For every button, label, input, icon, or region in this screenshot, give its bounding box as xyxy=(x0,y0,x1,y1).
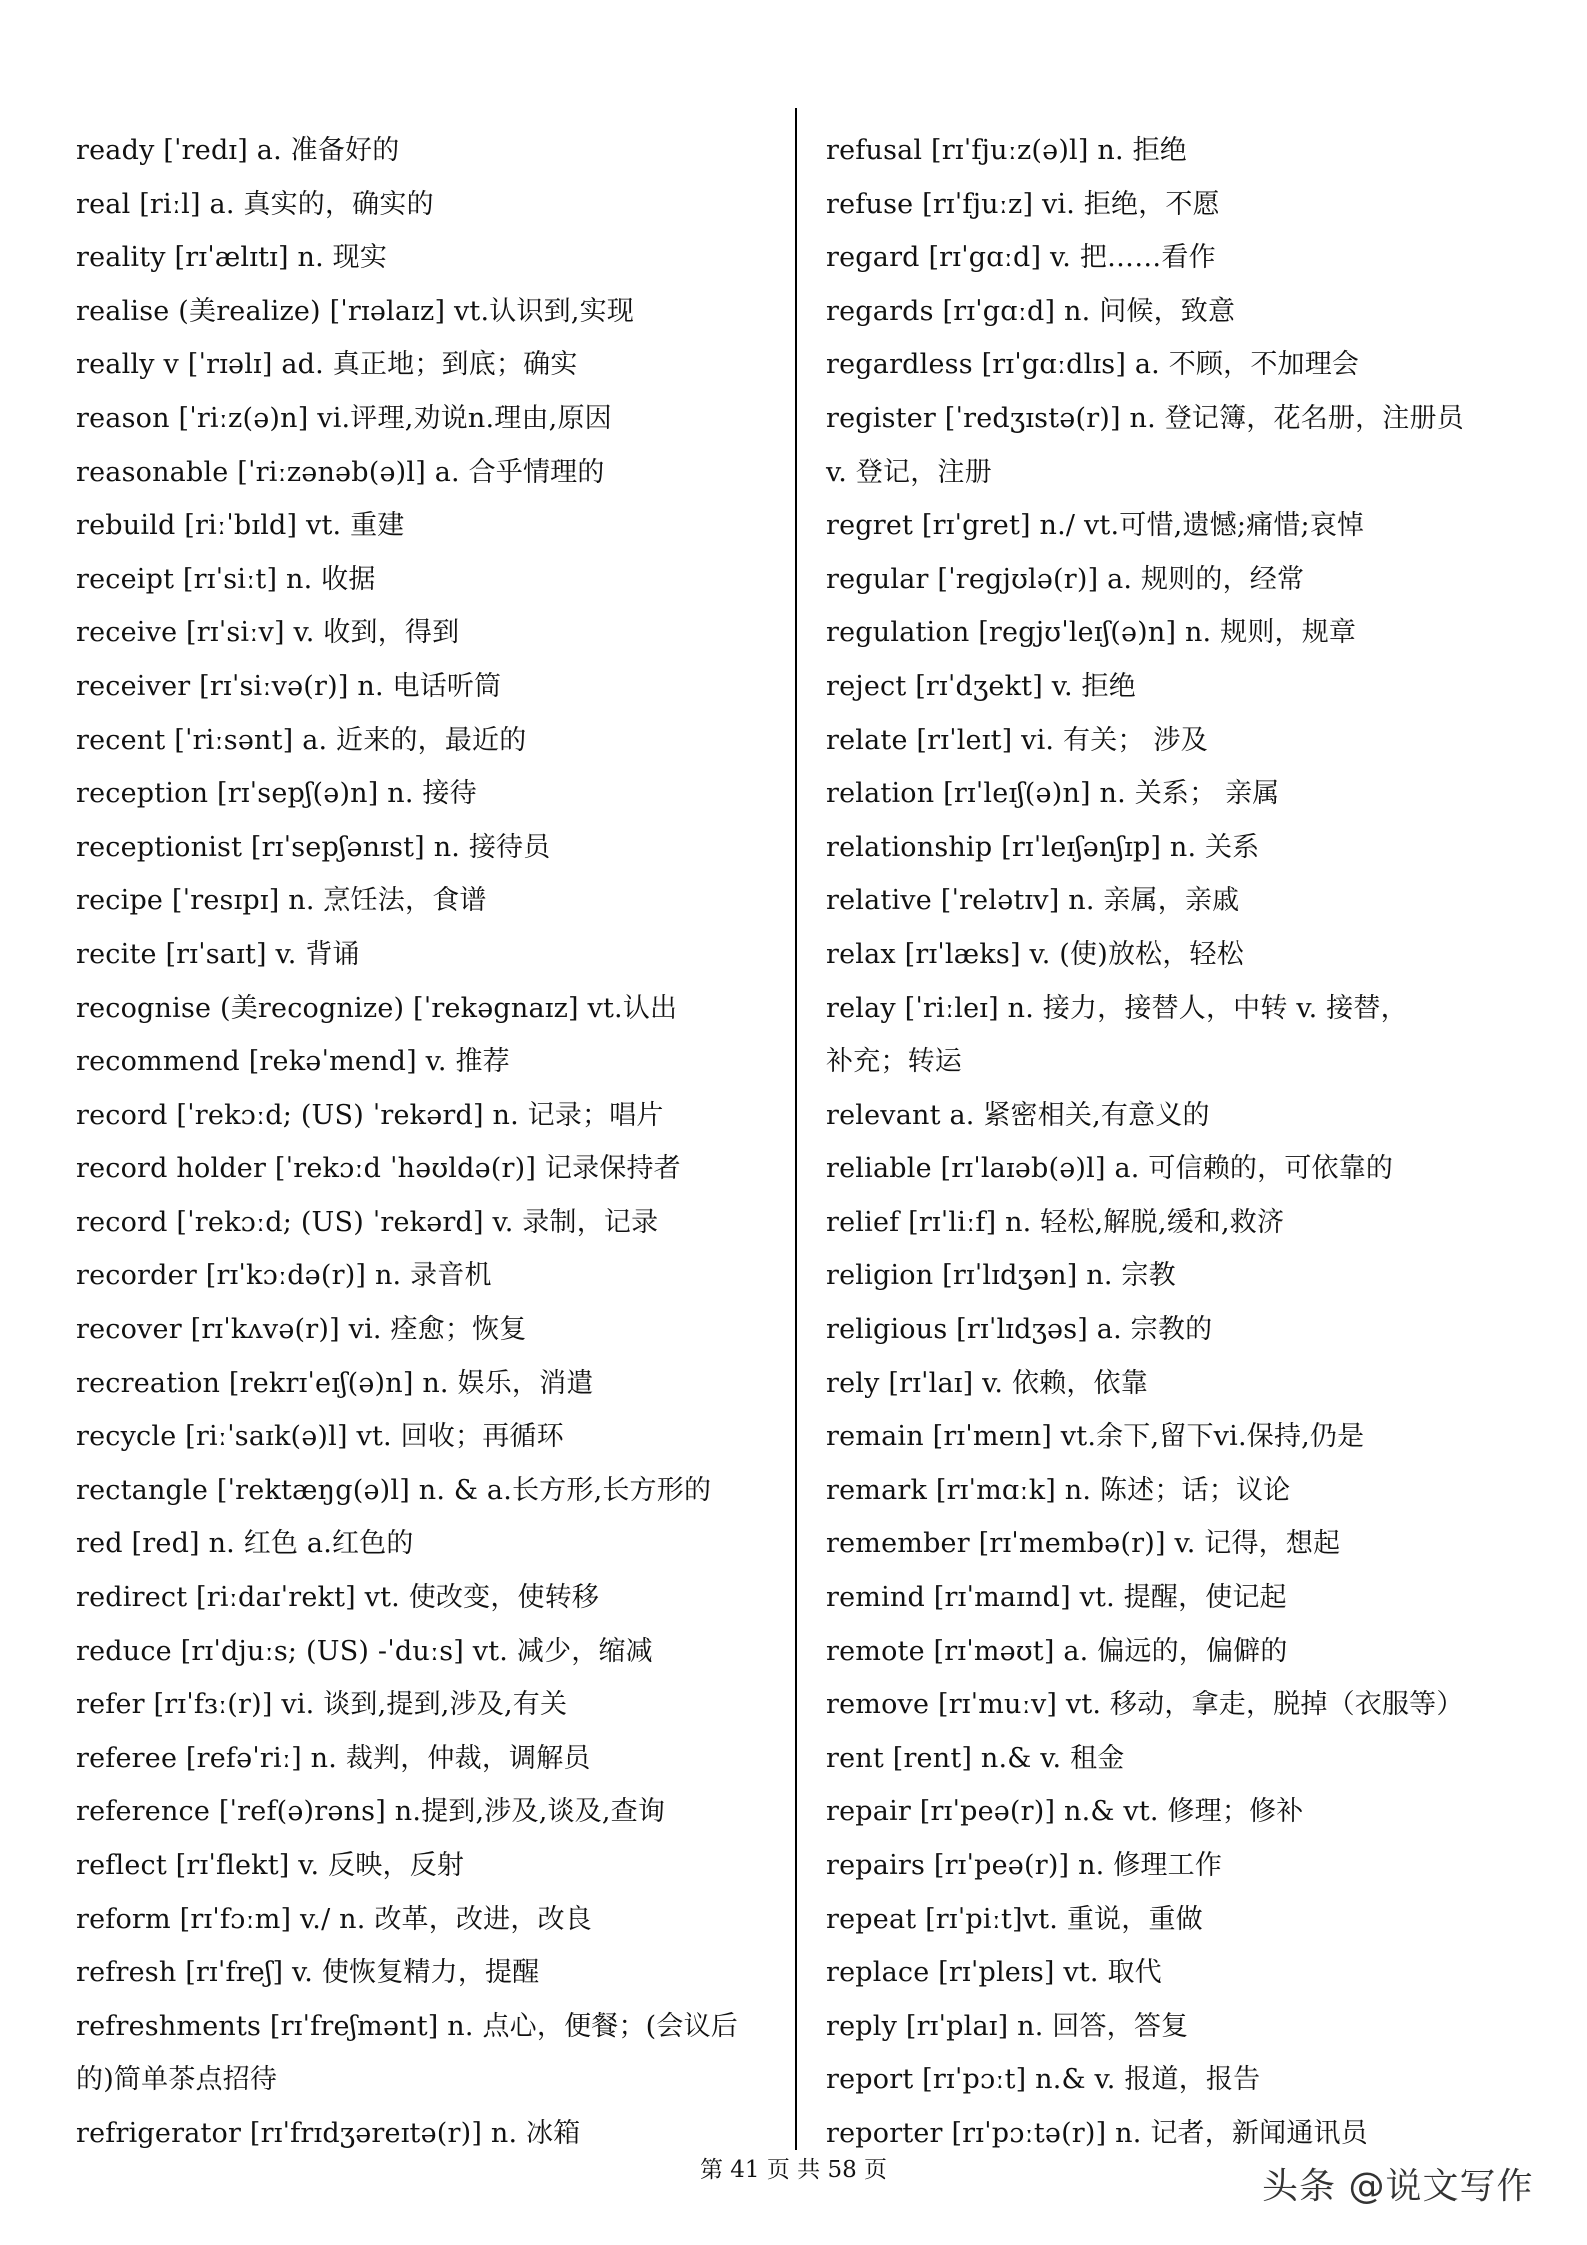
vocab-entry-line: refresh [rɪˈfreʃ] v. 使恢复精力，提醒 xyxy=(76,1957,540,1989)
vocab-entry-line: report [rɪˈpɔːt] n.& v. 报道，报告 xyxy=(826,2064,1261,2096)
vocab-entry-line: reason [ˈriːz(ə)n] vi.评理,劝说n.理由,原因 xyxy=(76,402,612,434)
vocab-entry-line: reform [rɪˈfɔːm] v./ n. 改革，改进，改良 xyxy=(76,1903,592,1935)
vocab-entry-line: recycle [riːˈsaɪk(ə)l] vt. 回收；再循环 xyxy=(76,1421,564,1453)
vocab-entry-line: recite [rɪˈsaɪt] v. 背诵 xyxy=(76,938,360,970)
vocab-entry-line: relief [rɪˈliːf] n. 轻松,解脱,缓和,救济 xyxy=(826,1206,1285,1238)
vocab-entry-line: refusal [rɪˈfjuːz(ə)l] n. 拒绝 xyxy=(826,135,1187,166)
vocab-entry-line: repair [rɪˈpeə(r)] n.& vt. 修理；修补 xyxy=(826,1796,1304,1828)
vocab-entry-line: referee [refəˈriː] n. 裁判，仲裁，调解员 xyxy=(76,1742,591,1774)
vocab-entry-line: relation [rɪˈleɪʃ(ə)n] n. 关系； 亲属 xyxy=(826,778,1280,810)
vocab-entry-line: replace [rɪˈpleɪs] vt. 取代 xyxy=(826,1957,1162,1989)
vocab-entry-line: receiver [rɪˈsiːvə(r)] n. 电话听筒 xyxy=(76,670,502,702)
vocab-entry-line: relay [ˈriːleɪ] n. 接力，接替人，中转 v. 接替， xyxy=(826,992,1408,1024)
vocab-entry-line: recreation [rekrɪˈeɪʃ(ə)n] n. 娱乐，消遣 xyxy=(76,1367,594,1399)
column-divider xyxy=(795,108,797,2150)
vocab-entry-line: recent [ˈriːsənt] a. 近来的，最近的 xyxy=(76,724,527,756)
vocab-entry-line: reality [rɪˈælɪtɪ] n. 现实 xyxy=(76,242,388,274)
vocab-entry-line: refrigerator [rɪˈfrɪdʒəreɪtə(r)] n. 冰箱 xyxy=(76,2117,581,2149)
vocab-entry-line: reject [rɪˈdʒekt] v. 拒绝 xyxy=(826,670,1136,702)
vocab-entry-line: remind [rɪˈmaɪnd] vt. 提醒，使记起 xyxy=(826,1582,1287,1614)
vocab-entry-line: reference [ˈref(ə)rəns] n.提到,涉及,谈及,查询 xyxy=(76,1796,666,1828)
vocab-entry-line: repairs [rɪˈpeə(r)] n. 修理工作 xyxy=(826,1850,1223,1881)
watermark-logo: 头条 @说文写作 xyxy=(1262,2166,1534,2207)
vocab-entry-line: reflect [rɪˈflekt] v. 反映，反射 xyxy=(76,1850,465,1881)
vocab-entry-line: 的)简单茶点招待 xyxy=(76,2064,278,2096)
vocab-entry-line: relax [rɪˈlæks] v. (使)放松，轻松 xyxy=(826,938,1244,970)
vocab-entry-line: relationship [rɪˈleɪʃənʃɪp] n. 关系 xyxy=(826,831,1260,863)
vocab-entry-line: relative [ˈrelətɪv] n. 亲属，亲戚 xyxy=(826,885,1240,917)
vocab-entry-line: really v [ˈrɪəlɪ] ad. 真正地；到底；确实 xyxy=(76,349,578,381)
vocab-entry-line: reception [rɪˈsepʃ(ə)n] n. 接待 xyxy=(76,778,477,810)
vocab-entry-line: receive [rɪˈsiːv] v. 收到，得到 xyxy=(76,617,460,649)
vocab-entry-line: reply [rɪˈplaɪ] n. 回答，答复 xyxy=(826,2010,1189,2042)
vocab-entry-line: v. 登记，注册 xyxy=(826,456,992,488)
vocab-entry-line: reporter [rɪˈpɔːtə(r)] n. 记者，新闻通讯员 xyxy=(826,2117,1368,2149)
vocab-entry-line: regards [rɪˈgɑːd] n. 问候，致意 xyxy=(826,295,1236,327)
vocab-entry-line: refreshments [rɪˈfreʃmənt] n. 点心，便餐；(会议后 xyxy=(76,2010,738,2042)
vocab-entry-line: recorder [rɪˈkɔːdə(r)] n. 录音机 xyxy=(76,1260,492,1292)
vocab-entry-line: remark [rɪˈmɑːk] n. 陈述；话；议论 xyxy=(826,1474,1291,1506)
vocab-entry-line: refuse [rɪˈfjuːz] vi. 拒绝，不愿 xyxy=(826,188,1220,220)
vocab-entry-line: reliable [rɪˈlaɪəb(ə)l] a. 可信赖的，可依靠的 xyxy=(826,1153,1394,1185)
vocab-entry-line: remove [rɪˈmuːv] vt. 移动，拿走，脱掉（衣服等） xyxy=(826,1689,1464,1721)
vocab-entry-line: recognise (美recognize) [ˈrekəgnaɪz] vt.认出 xyxy=(76,992,678,1024)
vocab-entry-line: recipe [ˈresɪpɪ] n. 烹饪法，食谱 xyxy=(76,885,487,917)
vocab-entry-line: red [red] n. 红色 a.红色的 xyxy=(76,1528,414,1560)
vocab-entry-line: remain [rɪˈmeɪn] vt.余下,留下vi.保持,仍是 xyxy=(826,1421,1365,1453)
vocab-entry-line: remember [rɪˈmembə(r)] v. 记得，想起 xyxy=(826,1528,1341,1560)
vocab-entry-line: 补充；转运 xyxy=(826,1046,962,1078)
vocab-entry-line: record [ˈrekɔːd; (US) ˈrekərd] v. 录制，记录 xyxy=(76,1206,659,1238)
vocab-entry-line: reasonable [ˈriːzənəb(ə)l] a. 合乎情理的 xyxy=(76,456,605,488)
vocab-entry-line: regret [rɪˈgret] n./ vt.可惜,遗憾;痛惜;哀悼 xyxy=(826,510,1365,542)
vocab-entry-line: ready [ˈredɪ] a. 准备好的 xyxy=(76,135,400,166)
vocab-entry-line: refer [rɪˈfɜː(r)] vi. 谈到,提到,涉及,有关 xyxy=(76,1689,568,1721)
vocab-entry-line: recover [rɪˈkʌvə(r)] vi. 痊愈；恢复 xyxy=(76,1314,527,1346)
vocab-entry-line: religion [rɪˈlɪdʒən] n. 宗教 xyxy=(826,1260,1176,1292)
vocab-entry-line: regardless [rɪˈgɑːdlɪs] a. 不顾，不加理会 xyxy=(826,349,1360,381)
vocab-entry-line: remote [rɪˈməʊt] a. 偏远的，偏僻的 xyxy=(826,1635,1288,1667)
vocab-entry-line: real [riːl] a. 真实的，确实的 xyxy=(76,188,434,220)
vocab-entry-line: relate [rɪˈleɪt] vi. 有关； 涉及 xyxy=(826,724,1208,756)
vocab-entry-line: rely [rɪˈlaɪ] v. 依赖，依靠 xyxy=(826,1367,1148,1399)
vocab-entry-line: regulation [regjʊˈleɪʃ(ə)n] n. 规则，规章 xyxy=(826,617,1357,649)
vocab-entry-line: rectangle [ˈrektæŋg(ə)l] n. & a.长方形,长方形的 xyxy=(76,1474,712,1506)
vocab-entry-line: relevant a. 紧密相关,有意义的 xyxy=(826,1099,1210,1131)
vocab-entry-line: religious [rɪˈlɪdʒəs] a. 宗教的 xyxy=(826,1314,1213,1346)
vocab-entry-line: rebuild [riːˈbɪld] vt. 重建 xyxy=(76,510,405,542)
vocab-entry-line: reduce [rɪˈdjuːs; (US) -ˈduːs] vt. 减少，缩减 xyxy=(76,1635,653,1667)
vocab-entry-line: regard [rɪˈgɑːd] v. 把……看作 xyxy=(826,242,1216,274)
vocab-entry-line: rent [rent] n.& v. 租金 xyxy=(826,1742,1125,1774)
vocab-entry-line: receipt [rɪˈsiːt] n. 收据 xyxy=(76,563,376,595)
page-number: 第 41 页 共 58 页 xyxy=(699,2157,888,2183)
vocab-entry-line: redirect [riːdaɪˈrekt] vt. 使改变，使转移 xyxy=(76,1582,600,1614)
vocab-entry-line: record [ˈrekɔːd; (US) ˈrekərd] n. 记录；唱片 xyxy=(76,1099,664,1131)
vocab-entry-line: realise (美realize) [ˈrɪəlaɪz] vt.认识到,实现 xyxy=(76,295,635,327)
vocab-entry-line: repeat [rɪˈpiːt]vt. 重说，重做 xyxy=(826,1903,1203,1935)
left-vocab-column xyxy=(76,124,776,2161)
vocab-entry-line: regular [ˈregjʊlə(r)] a. 规则的，经常 xyxy=(826,563,1305,595)
vocab-entry-line: register [ˈredʒɪstə(r)] n. 登记簿，花名册，注册员 xyxy=(826,402,1464,434)
vocab-entry-line: receptionist [rɪˈsepʃənɪst] n. 接待员 xyxy=(76,831,551,863)
right-vocab-column xyxy=(826,124,1526,2161)
vocab-entry-line: record holder [ˈrekɔːd ˈhəʊldə(r)] 记录保持者 xyxy=(76,1153,681,1185)
vocab-entry-line: recommend [rekəˈmend] v. 推荐 xyxy=(76,1046,510,1078)
